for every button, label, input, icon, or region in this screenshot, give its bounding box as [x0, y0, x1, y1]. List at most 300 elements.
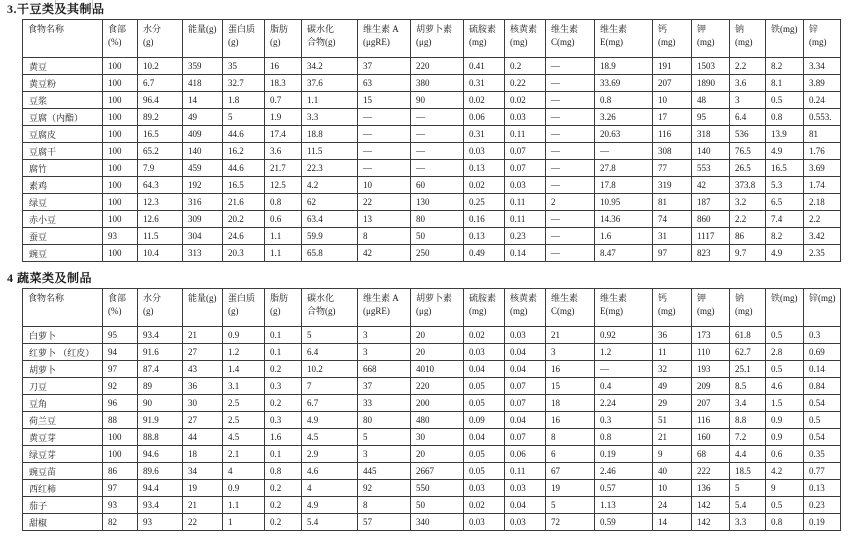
- value-cell: 0.03: [464, 480, 505, 497]
- value-cell: 100: [103, 126, 138, 143]
- value-cell: 222: [692, 463, 730, 480]
- value-cell: 100: [103, 75, 138, 92]
- value-cell: 33: [358, 395, 411, 412]
- value-cell: 2.46: [595, 463, 653, 480]
- food-name-cell: 黄豆粉: [23, 75, 103, 92]
- value-cell: 37.6: [302, 75, 358, 92]
- value-cell: 18.3: [265, 75, 302, 92]
- value-cell: 5.4: [730, 497, 766, 514]
- value-cell: 8.5: [730, 378, 766, 395]
- value-cell: 0.2: [265, 480, 302, 497]
- column-header: 维生素 E(mg): [595, 20, 653, 58]
- value-cell: —: [546, 143, 595, 160]
- value-cell: 6: [546, 446, 595, 463]
- value-cell: 0.69: [804, 344, 841, 361]
- value-cell: 1.1: [265, 228, 302, 245]
- table-row: [23, 245, 841, 262]
- value-cell: 18.5: [730, 463, 766, 480]
- value-cell: 3.89: [804, 75, 841, 92]
- value-cell: 100: [103, 177, 138, 194]
- value-cell: 0.11: [505, 211, 546, 228]
- value-cell: 93.4: [138, 327, 183, 344]
- value-cell: 0.03: [505, 109, 546, 126]
- value-cell: 86: [730, 228, 766, 245]
- value-cell: 1.74: [804, 177, 841, 194]
- value-cell: 82: [103, 514, 138, 531]
- value-cell: 319: [653, 177, 692, 194]
- value-cell: 0.54: [804, 429, 841, 446]
- column-header: 脂肪 (g): [265, 20, 302, 58]
- value-cell: 130: [411, 194, 464, 211]
- value-cell: 95: [692, 109, 730, 126]
- value-cell: 20.63: [595, 126, 653, 143]
- value-cell: 0.11: [505, 194, 546, 211]
- value-cell: 11.5: [138, 228, 183, 245]
- value-cell: 93: [103, 497, 138, 514]
- value-cell: —: [358, 126, 411, 143]
- value-cell: 480: [411, 412, 464, 429]
- value-cell: 20: [411, 327, 464, 344]
- value-cell: 0.1: [265, 344, 302, 361]
- vegetables-table: [22, 288, 841, 531]
- value-cell: 7.9: [138, 160, 183, 177]
- column-header: 蛋白质 (g): [223, 289, 265, 327]
- value-cell: 27.8: [595, 160, 653, 177]
- value-cell: 3.1: [223, 378, 265, 395]
- value-cell: 0.03: [464, 514, 505, 531]
- column-header: 钾 (mg): [692, 289, 730, 327]
- value-cell: 62: [302, 194, 358, 211]
- value-cell: 44.6: [223, 126, 265, 143]
- column-header: 能量(g): [183, 289, 223, 327]
- value-cell: 0.16: [464, 211, 505, 228]
- value-cell: 22.3: [302, 160, 358, 177]
- value-cell: 0.31: [464, 126, 505, 143]
- value-cell: 13: [358, 211, 411, 228]
- value-cell: 12.5: [265, 177, 302, 194]
- value-cell: 92: [358, 480, 411, 497]
- food-name-cell: 豆浆: [23, 92, 103, 109]
- value-cell: 1.1: [265, 245, 302, 262]
- table-row: [23, 75, 841, 92]
- value-cell: 27: [183, 344, 223, 361]
- value-cell: 3.42: [804, 228, 841, 245]
- value-cell: 340: [411, 514, 464, 531]
- value-cell: 0.14: [804, 361, 841, 378]
- value-cell: 20: [411, 446, 464, 463]
- value-cell: 2.9: [302, 446, 358, 463]
- value-cell: —: [546, 211, 595, 228]
- value-cell: 42: [358, 245, 411, 262]
- value-cell: 100: [103, 92, 138, 109]
- value-cell: 68: [692, 446, 730, 463]
- value-cell: 40: [653, 463, 692, 480]
- value-cell: 31: [653, 228, 692, 245]
- value-cell: 0.05: [464, 378, 505, 395]
- value-cell: 318: [692, 126, 730, 143]
- value-cell: 81: [804, 126, 841, 143]
- column-header: 钠 (mg): [730, 20, 766, 58]
- value-cell: 16: [546, 361, 595, 378]
- column-header: 锌(mg): [804, 289, 841, 327]
- column-header: 食物名称: [23, 289, 103, 327]
- value-cell: 35: [223, 58, 265, 75]
- value-cell: 21: [183, 327, 223, 344]
- value-cell: 2.5: [223, 412, 265, 429]
- table-row: [23, 463, 841, 480]
- food-name-cell: 蚕豆: [23, 228, 103, 245]
- value-cell: 0.2: [265, 514, 302, 531]
- value-cell: 409: [183, 126, 223, 143]
- value-cell: 0.04: [505, 361, 546, 378]
- value-cell: 8: [358, 497, 411, 514]
- value-cell: 1: [223, 514, 265, 531]
- value-cell: 0.2: [265, 361, 302, 378]
- value-cell: 4: [223, 463, 265, 480]
- value-cell: 0.8: [595, 429, 653, 446]
- value-cell: 90: [411, 92, 464, 109]
- value-cell: 7.4: [766, 211, 804, 228]
- value-cell: 0.06: [464, 109, 505, 126]
- value-cell: 89.6: [138, 463, 183, 480]
- value-cell: 4.4: [730, 446, 766, 463]
- value-cell: 0.05: [464, 463, 505, 480]
- value-cell: 16: [546, 412, 595, 429]
- value-cell: 418: [183, 75, 223, 92]
- value-cell: 0.19: [804, 514, 841, 531]
- value-cell: 0.07: [505, 429, 546, 446]
- column-header: 水分 (g): [138, 20, 183, 58]
- food-name-cell: 刀豆: [23, 378, 103, 395]
- value-cell: 304: [183, 228, 223, 245]
- value-cell: 142: [692, 497, 730, 514]
- value-cell: 36: [653, 327, 692, 344]
- value-cell: 0.6: [265, 211, 302, 228]
- value-cell: 88.8: [138, 429, 183, 446]
- value-cell: 3: [546, 344, 595, 361]
- value-cell: —: [546, 109, 595, 126]
- value-cell: 4.6: [766, 378, 804, 395]
- value-cell: —: [546, 177, 595, 194]
- value-cell: 44.6: [223, 160, 265, 177]
- table-row: [23, 395, 841, 412]
- value-cell: —: [411, 160, 464, 177]
- table-row: [23, 177, 841, 194]
- value-cell: 373.8: [730, 177, 766, 194]
- value-cell: 15: [358, 92, 411, 109]
- value-cell: 0.25: [464, 194, 505, 211]
- value-cell: 19: [183, 480, 223, 497]
- value-cell: 3.6: [265, 143, 302, 160]
- value-cell: 140: [692, 143, 730, 160]
- value-cell: 62.7: [730, 344, 766, 361]
- value-cell: 0.1: [265, 446, 302, 463]
- value-cell: 89.2: [138, 109, 183, 126]
- value-cell: 18.8: [302, 126, 358, 143]
- value-cell: 1.2: [595, 344, 653, 361]
- value-cell: 1.4: [223, 361, 265, 378]
- value-cell: 94.6: [138, 446, 183, 463]
- value-cell: —: [411, 143, 464, 160]
- section-title-dried-beans: 3.干豆类及其制品: [7, 2, 105, 16]
- value-cell: 0.05: [464, 446, 505, 463]
- value-cell: 36: [183, 378, 223, 395]
- value-cell: 5: [730, 480, 766, 497]
- value-cell: 0.05: [464, 395, 505, 412]
- value-cell: 8.1: [766, 75, 804, 92]
- value-cell: 142: [692, 514, 730, 531]
- food-name-cell: 西红柿: [23, 480, 103, 497]
- value-cell: 0.5: [804, 412, 841, 429]
- value-cell: 0.04: [464, 429, 505, 446]
- value-cell: 5: [358, 429, 411, 446]
- value-cell: 0.24: [804, 92, 841, 109]
- table-row: [23, 361, 841, 378]
- value-cell: 0.04: [505, 497, 546, 514]
- value-cell: 0.35: [804, 446, 841, 463]
- table-row: [23, 344, 841, 361]
- column-header: 硫胺素 (mg): [464, 20, 505, 58]
- value-cell: —: [595, 361, 653, 378]
- value-cell: 16.5: [138, 126, 183, 143]
- value-cell: 76.5: [730, 143, 766, 160]
- value-cell: 3: [730, 92, 766, 109]
- value-cell: 34: [183, 463, 223, 480]
- column-header: 脂肪 (g): [265, 289, 302, 327]
- value-cell: 18.9: [595, 58, 653, 75]
- value-cell: 8.47: [595, 245, 653, 262]
- column-header: 维生素 C(mg): [546, 289, 595, 327]
- value-cell: 4.5: [223, 429, 265, 446]
- value-cell: 5: [302, 327, 358, 344]
- value-cell: 94.4: [138, 480, 183, 497]
- value-cell: 3.69: [804, 160, 841, 177]
- column-header: 钙 (mg): [653, 20, 692, 58]
- value-cell: —: [411, 109, 464, 126]
- value-cell: 93: [138, 514, 183, 531]
- value-cell: 0.57: [595, 480, 653, 497]
- value-cell: 33.69: [595, 75, 653, 92]
- value-cell: 63.4: [302, 211, 358, 228]
- value-cell: 1.8: [223, 92, 265, 109]
- value-cell: 0.03: [505, 177, 546, 194]
- value-cell: 93: [103, 228, 138, 245]
- value-cell: 116: [653, 126, 692, 143]
- value-cell: 88: [103, 412, 138, 429]
- value-cell: —: [546, 92, 595, 109]
- value-cell: 10: [653, 92, 692, 109]
- column-header: 硫胺素 (mg): [464, 289, 505, 327]
- value-cell: 0.9: [223, 480, 265, 497]
- value-cell: —: [546, 160, 595, 177]
- food-name-cell: 素鸡: [23, 177, 103, 194]
- value-cell: 59.9: [302, 228, 358, 245]
- value-cell: 17.4: [265, 126, 302, 143]
- column-header: 铁(mg): [766, 20, 804, 58]
- value-cell: 0.3: [595, 412, 653, 429]
- value-cell: 65.2: [138, 143, 183, 160]
- value-cell: 8: [546, 429, 595, 446]
- value-cell: 3: [358, 446, 411, 463]
- value-cell: —: [546, 228, 595, 245]
- value-cell: 0.3: [265, 378, 302, 395]
- column-header: 胡萝卜素 (μg): [411, 20, 464, 58]
- value-cell: 63: [358, 75, 411, 92]
- value-cell: 67: [546, 463, 595, 480]
- column-header: 碳水化 合物(g): [302, 20, 358, 58]
- table-row: [23, 480, 841, 497]
- value-cell: 2.24: [595, 395, 653, 412]
- value-cell: 97: [103, 480, 138, 497]
- value-cell: 22: [183, 514, 223, 531]
- value-cell: 207: [692, 395, 730, 412]
- value-cell: 0.14: [505, 245, 546, 262]
- value-cell: 0.8: [595, 92, 653, 109]
- food-name-cell: 白萝卜: [23, 327, 103, 344]
- value-cell: 44: [183, 429, 223, 446]
- table-row: [23, 228, 841, 245]
- value-cell: 0.2: [265, 497, 302, 514]
- value-cell: 43: [183, 361, 223, 378]
- value-cell: 0.02: [464, 497, 505, 514]
- value-cell: 173: [692, 327, 730, 344]
- column-header: 蛋白质 (g): [223, 20, 265, 58]
- column-header: 核黄素 (mg): [505, 289, 546, 327]
- value-cell: 97: [103, 361, 138, 378]
- value-cell: 20: [411, 344, 464, 361]
- value-cell: 100: [103, 245, 138, 262]
- value-cell: 100: [103, 211, 138, 228]
- value-cell: 0.5: [766, 497, 804, 514]
- table-row: [23, 143, 841, 160]
- value-cell: 0.92: [595, 327, 653, 344]
- value-cell: 0.13: [464, 228, 505, 245]
- value-cell: 0.06: [505, 446, 546, 463]
- value-cell: 61.8: [730, 327, 766, 344]
- value-cell: 4.2: [302, 177, 358, 194]
- food-name-cell: 茄子: [23, 497, 103, 514]
- value-cell: 4.9: [302, 412, 358, 429]
- value-cell: 15: [546, 378, 595, 395]
- column-header: 钙 (mg): [653, 289, 692, 327]
- value-cell: 2.35: [804, 245, 841, 262]
- column-header: 水分 (g): [138, 289, 183, 327]
- value-cell: 3.34: [804, 58, 841, 75]
- value-cell: 25.1: [730, 361, 766, 378]
- value-cell: —: [546, 245, 595, 262]
- value-cell: 100: [103, 109, 138, 126]
- value-cell: 12.6: [138, 211, 183, 228]
- section-title-vegetables: 4 蔬菜类及制品: [7, 271, 93, 285]
- table-row: [23, 378, 841, 395]
- value-cell: 100: [103, 160, 138, 177]
- value-cell: 16.2: [223, 143, 265, 160]
- column-header: 食部 (%): [103, 20, 138, 58]
- value-cell: 4: [302, 480, 358, 497]
- value-cell: 16.5: [223, 177, 265, 194]
- value-cell: 550: [411, 480, 464, 497]
- column-header: 核黄素 (mg): [505, 20, 546, 58]
- value-cell: 17.8: [595, 177, 653, 194]
- value-cell: 3: [358, 344, 411, 361]
- value-cell: 34.2: [302, 58, 358, 75]
- value-cell: 11: [653, 344, 692, 361]
- value-cell: 87.4: [138, 361, 183, 378]
- value-cell: 0.77: [804, 463, 841, 480]
- value-cell: 6.5: [766, 194, 804, 211]
- value-cell: 0.04: [505, 344, 546, 361]
- value-cell: 8.8: [730, 412, 766, 429]
- value-cell: 37: [358, 378, 411, 395]
- value-cell: —: [411, 126, 464, 143]
- value-cell: 1.76: [804, 143, 841, 160]
- value-cell: 49: [183, 109, 223, 126]
- value-cell: 0.03: [505, 480, 546, 497]
- food-name-cell: 甜椒: [23, 514, 103, 531]
- value-cell: 2.8: [766, 344, 804, 361]
- value-cell: 0.13: [804, 480, 841, 497]
- value-cell: 0.13: [464, 160, 505, 177]
- column-header: 食部 (%): [103, 289, 138, 327]
- value-cell: 0.3: [804, 327, 841, 344]
- value-cell: 32.7: [223, 75, 265, 92]
- value-cell: 4.2: [766, 463, 804, 480]
- value-cell: 14.36: [595, 211, 653, 228]
- value-cell: 1.6: [595, 228, 653, 245]
- value-cell: 22: [358, 194, 411, 211]
- food-name-cell: 绿豆芽: [23, 446, 103, 463]
- dried-beans-table: [22, 19, 841, 262]
- value-cell: 37: [358, 58, 411, 75]
- value-cell: 8.2: [766, 228, 804, 245]
- column-header: 钾 (mg): [692, 20, 730, 58]
- value-cell: 0.11: [505, 126, 546, 143]
- value-cell: 30: [411, 429, 464, 446]
- food-name-cell: 黄豆芽: [23, 429, 103, 446]
- value-cell: 49: [653, 378, 692, 395]
- value-cell: 4.5: [302, 429, 358, 446]
- value-cell: 3: [358, 327, 411, 344]
- column-header: 维生素 C(mg): [546, 20, 595, 58]
- value-cell: 116: [692, 412, 730, 429]
- value-cell: 1.13: [595, 497, 653, 514]
- value-cell: —: [358, 109, 411, 126]
- value-cell: 11.5: [302, 143, 358, 160]
- food-name-cell: 赤小豆: [23, 211, 103, 228]
- value-cell: 6.4: [302, 344, 358, 361]
- value-cell: 48: [692, 92, 730, 109]
- value-cell: 4010: [411, 361, 464, 378]
- value-cell: 51: [653, 412, 692, 429]
- value-cell: 10.2: [302, 361, 358, 378]
- value-cell: 553: [692, 160, 730, 177]
- value-cell: 0.2: [505, 58, 546, 75]
- value-cell: 2: [546, 194, 595, 211]
- value-cell: 14: [183, 92, 223, 109]
- value-cell: 0.5: [766, 92, 804, 109]
- value-cell: 308: [653, 143, 692, 160]
- value-cell: 0.07: [505, 160, 546, 177]
- value-cell: 8.2: [766, 58, 804, 75]
- value-cell: 4.9: [766, 143, 804, 160]
- value-cell: 2.5: [223, 395, 265, 412]
- value-cell: 42: [692, 177, 730, 194]
- value-cell: 100: [103, 194, 138, 211]
- value-cell: 4.6: [302, 463, 358, 480]
- food-name-cell: 豆腐（内酯）: [23, 109, 103, 126]
- value-cell: 100: [103, 143, 138, 160]
- value-cell: 0.23: [804, 497, 841, 514]
